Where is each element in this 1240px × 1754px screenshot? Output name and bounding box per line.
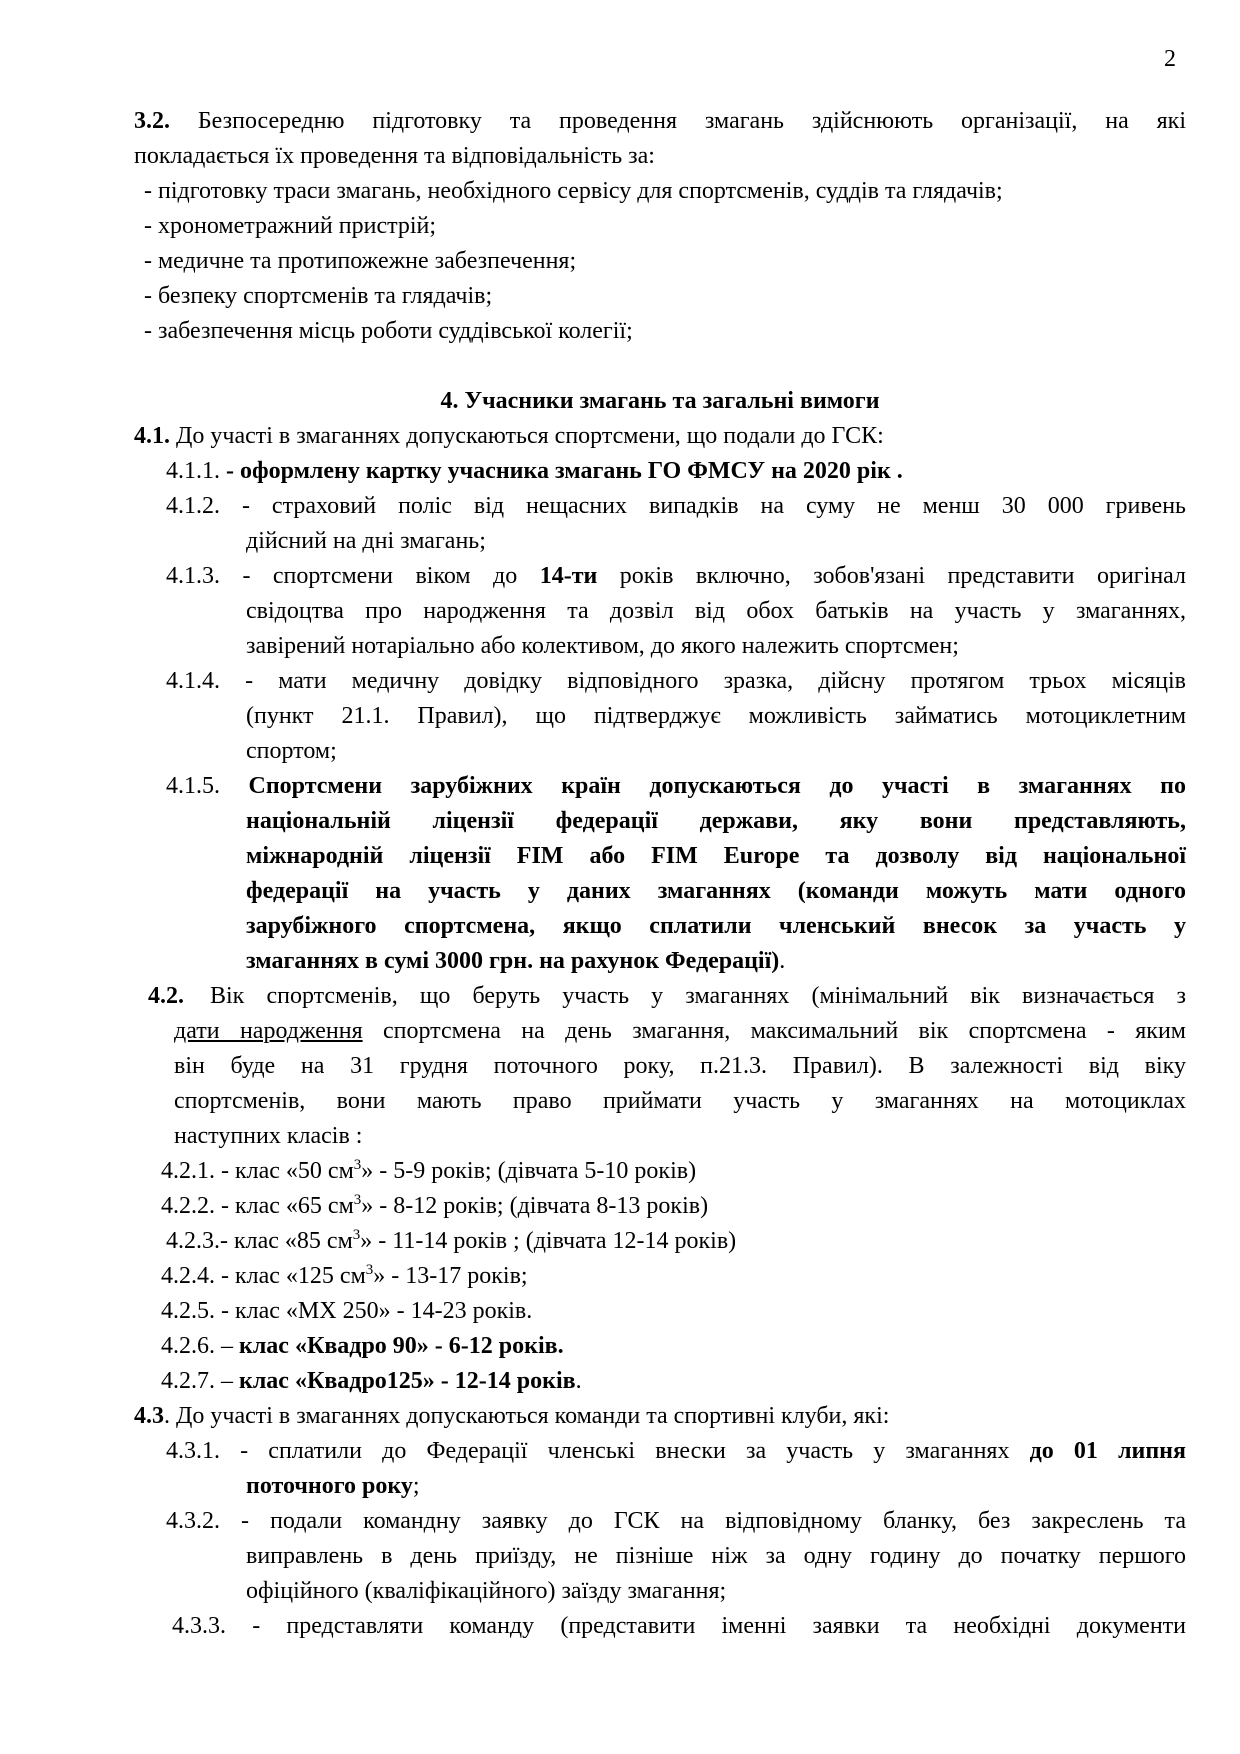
item-text-bold: Спортсмени зарубіжних країн допускаються до участі в змаганнях по	[220, 773, 1186, 799]
class-number: 4.2.6. –	[161, 1333, 239, 1359]
list-item: - хронометражний пристрій;	[144, 213, 437, 239]
spacer	[134, 349, 1186, 384]
item-text-cont: завірений нотаріально або колективом, до якого належить спортсмен;	[246, 633, 959, 659]
paragraph-4-3	[134, 1399, 1186, 1434]
item-number: 4.1.2.	[166, 493, 220, 519]
item-number: 4.1.1.	[166, 458, 220, 484]
class-text: » - 11-14 років ; (дівчата 12-14 років)	[360, 1228, 737, 1254]
list-item: - забезпечення місць роботи суддівської колегії;	[144, 318, 633, 344]
item-number: 4.3.3.	[172, 1613, 226, 1639]
item-number: 4.1.5.	[166, 773, 220, 799]
item-text-cont: спортом;	[246, 738, 337, 764]
class-item	[134, 1294, 1186, 1329]
item-text: - оформлену картку учасника змагань ГО ФМСУ на 2020 рік .	[220, 458, 903, 484]
paragraph-text: Вік спортсменів, що беруть участь у змаганнях (мінімальний вік визначається з	[210, 983, 1186, 1009]
superscript: 3	[352, 1227, 361, 1243]
paragraph-label: 4.2.	[148, 983, 184, 1009]
item-text-bold: 14-ти	[539, 563, 598, 589]
item-text-cont: офіційного (кваліфікаційного) заїзду змагання;	[246, 1578, 727, 1604]
paragraph-4-1	[134, 419, 1186, 454]
item-text: - подали командну заявку до ГСК на відповідному бланку, без закреслень та	[220, 1508, 1186, 1534]
class-text: 4.2.4. - клас «125 см	[161, 1263, 366, 1289]
item-text-end: .	[779, 948, 786, 974]
item-text-cont: (пункт 21.1. Правил), що підтверджує можливість займатись мотоциклетним	[246, 703, 1186, 729]
list-item: - безпеку спортсменів та глядачів;	[144, 283, 493, 309]
paragraph-label: 4.3	[134, 1403, 164, 1429]
item-4-1-5	[134, 769, 1186, 979]
list-item: - медичне та протипожежне забезпечення;	[144, 248, 577, 274]
item-number: 4.3.1.	[166, 1438, 220, 1464]
item-4-3-1	[134, 1434, 1186, 1504]
item-text: - сплатили до Федерації членські внески за участь у змаганнях	[220, 1438, 1030, 1464]
underlined-text: дати народження	[174, 1018, 363, 1044]
document-body	[134, 104, 1186, 1644]
item-text-bold: поточного року	[246, 1473, 413, 1499]
item-4-1-2	[134, 489, 1186, 559]
class-item	[134, 1154, 1186, 1189]
item-text: років включно, зобов'язані представити оригінал	[597, 563, 1186, 589]
item-text-cont: національній ліцензії федерації держави, яку вони представляють,	[246, 808, 1186, 834]
class-text-end: .	[575, 1368, 582, 1394]
paragraph-text: . До участі в змаганнях допускаються команди та спортивні клуби, які:	[164, 1403, 890, 1429]
item-text-cont: дійсний на дні змагань;	[246, 528, 486, 554]
paragraph-3-2-line1	[134, 104, 1186, 139]
item-4-1-4	[134, 664, 1186, 769]
superscript: 3	[353, 1192, 362, 1208]
paragraph-text: наступних класів :	[174, 1123, 363, 1149]
item-text: - спортсмени віком до	[220, 563, 540, 589]
class-item	[134, 1189, 1186, 1224]
item-text-cont: зарубіжного спортсмена, якщо сплатили членський внесок за участь у	[246, 913, 1186, 939]
item-text-cont: виправлень в день приїзду, не пізніше ніж за одну годину до початку першого	[246, 1543, 1186, 1569]
paragraph-text: До участі в змаганнях допускаються спортсмени, що подали до ГСК:	[170, 423, 884, 449]
item-number: 4.3.2.	[166, 1508, 220, 1534]
item-number: 4.1.3.	[166, 563, 220, 589]
superscript: 3	[365, 1262, 374, 1278]
paragraph-label: 4.1.	[134, 423, 170, 449]
class-text: 4.2.3.- клас «85 см	[166, 1228, 353, 1254]
class-number: 4.2.7. –	[161, 1368, 239, 1394]
class-text: » - 8-12 років; (дівчата 8-13 років)	[361, 1193, 709, 1219]
item-text-cont: федерації на участь у даних змаганнях (команди можуть мати одного	[246, 878, 1186, 904]
section-heading: 4. Учасники змагань та загальні вимоги	[440, 388, 880, 414]
class-text: 4.2.5. - клас «МХ 250» - 14-23 років.	[161, 1298, 533, 1324]
item-text: - страховий поліс від нещасних випадків на суму не менш 30 000 гривень	[220, 493, 1186, 519]
class-item	[134, 1224, 1186, 1259]
class-text-bold: клас «Квадро 90» - 6-12 років.	[239, 1333, 564, 1359]
paragraph-3-2-line2: покладається їх проведення та відповідальність за:	[134, 143, 655, 169]
item-text-bold: до 01 липня	[1029, 1438, 1186, 1464]
item-number: 4.1.4.	[166, 668, 220, 694]
paragraph-text: він буде на 31 грудня поточного року, п.21.3. Правил). В залежності від віку	[174, 1053, 1186, 1079]
item-4-3-3	[134, 1609, 1186, 1644]
item-4-1-3	[134, 559, 1186, 664]
class-item	[134, 1329, 1186, 1364]
page-number: 2	[1164, 46, 1176, 72]
class-text: 4.2.1. - клас «50 см	[161, 1158, 354, 1184]
paragraph-text: спортсменів, вони мають право приймати участь у змаганнях на мотоциклах	[174, 1088, 1186, 1114]
item-4-3-2	[134, 1504, 1186, 1609]
item-text-cont: свідоцтва про народження та дозвіл від обох батьків на участь у змаганнях,	[246, 598, 1186, 624]
list-item: - підготовку траси змагань, необхідного сервісу для спортсменів, суддів та глядачів;	[144, 178, 1003, 204]
item-text: - мати медичну довідку відповідного зразка, дійсну протягом трьох місяців	[220, 668, 1186, 694]
class-text: » - 13-17 років;	[373, 1263, 528, 1289]
item-text-cont: міжнародній ліцензії FIM або FIM Europe та дозволу від національної	[246, 843, 1186, 869]
class-text: » - 5-9 років; (дівчата 5-10 років)	[361, 1158, 697, 1184]
item-text-cont: змаганнях в сумі 3000 грн. на рахунок Федерації)	[246, 948, 780, 974]
item-text-end: ;	[412, 1473, 420, 1499]
paragraph-text: спортсмена на день змагання, максимальний вік спортсмена - яким	[362, 1018, 1186, 1044]
paragraph-text: Безпосередню підготовку та проведення змагань здійснюють організації, на які	[170, 108, 1186, 134]
class-text: 4.2.2. - клас «65 см	[161, 1193, 354, 1219]
paragraph-label: 3.2.	[134, 108, 170, 134]
item-4-1-1	[134, 454, 1186, 489]
class-text-bold: клас «Квадро125» - 12-14 років	[239, 1368, 576, 1394]
class-item	[134, 1364, 1186, 1399]
superscript: 3	[353, 1157, 362, 1173]
item-text: - представляти команду (представити іменні заявки та необхідні документи	[226, 1613, 1186, 1639]
class-item	[134, 1259, 1186, 1294]
paragraph-4-2	[134, 979, 1186, 1154]
